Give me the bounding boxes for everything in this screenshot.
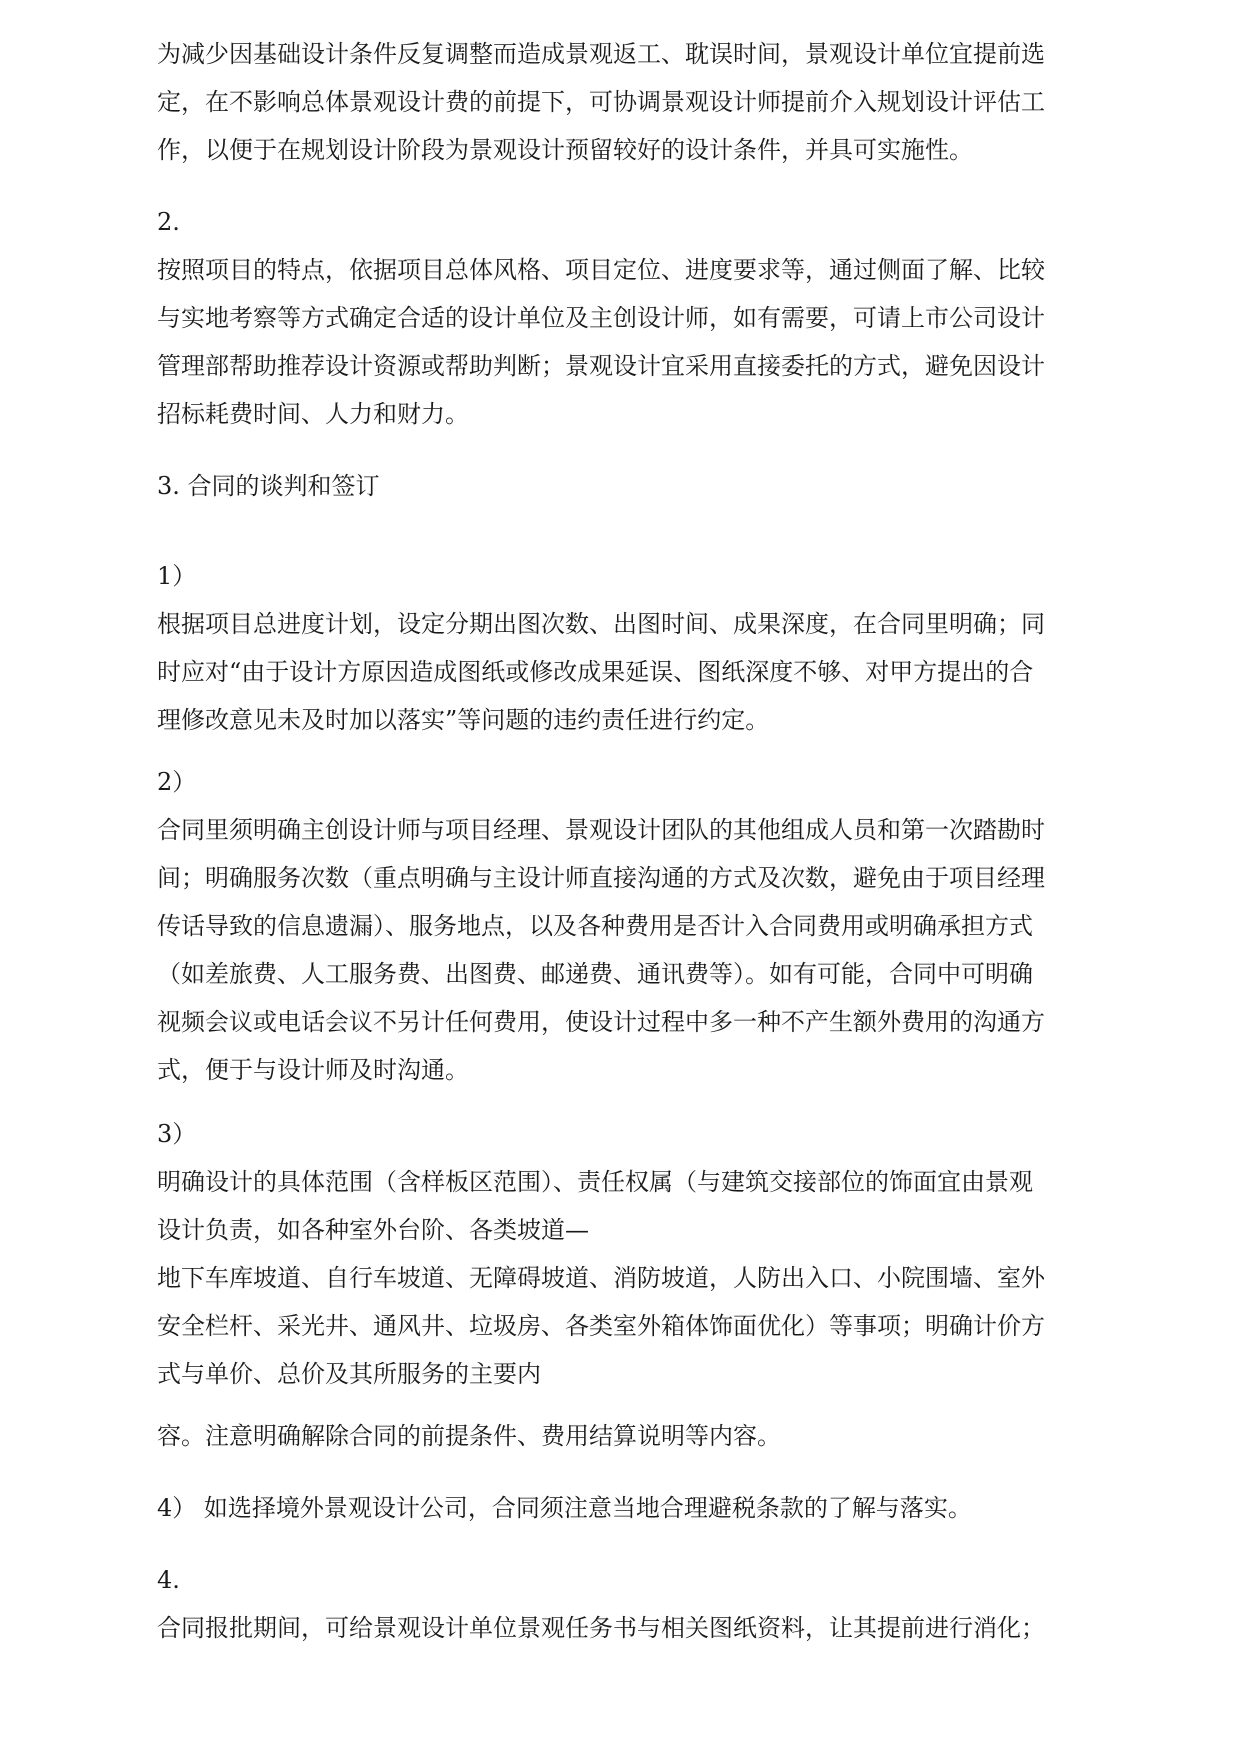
- text-line: 2.: [157, 208, 180, 236]
- paragraph-3-3: [157, 1158, 1087, 1398]
- item-number-3-2: [157, 758, 1087, 806]
- text-line: 式，便于与设计师及时沟通。: [157, 1056, 469, 1084]
- item-number-2: [157, 198, 1087, 246]
- text-line: 时应对“由于设计方原因造成图纸或修改成果延误、图纸深度不够、对甲方提出的合: [157, 658, 1034, 686]
- text-line: 按照项目的特点，依据项目总体风格、项目定位、进度要求等，通过侧面了解、比较: [157, 256, 1045, 284]
- text-line: 安全栏杆、采光井、通风井、垃圾房、各类室外箱体饰面优化）等事项；明确计价方: [157, 1312, 1045, 1340]
- text-line: 招标耗费时间、人力和财力。: [157, 400, 469, 428]
- text-line: 传话导致的信息遗漏）、服务地点，以及各种费用是否计入合同费用或明确承担方式: [157, 912, 1033, 940]
- paragraph-3-2: [157, 806, 1087, 1094]
- text-line: 2）: [157, 768, 197, 796]
- text-line: 式与单价、总价及其所服务的主要内: [157, 1360, 541, 1388]
- paragraph-3-3-continued: [157, 1412, 1087, 1460]
- text-line: 设计负责，如各种室外台阶、各类坡道—: [157, 1216, 589, 1244]
- text-line: 明确设计的具体范围（含样板区范围）、责任权属（与建筑交接部位的饰面宜由景观: [157, 1168, 1033, 1196]
- text-line: 3）: [157, 1120, 197, 1148]
- text-line: 合同里须明确主创设计师与项目经理、景观设计团队的其他组成人员和第一次踏勘时: [157, 816, 1045, 844]
- text-line: 理修改意见未及时加以落实”等问题的违约责任进行约定。: [157, 706, 770, 734]
- text-line: 地下车库坡道、自行车坡道、无障碍坡道、消防坡道，人防出入口、小院围墙、室外: [157, 1264, 1045, 1292]
- text-line: 3. 合同的谈判和签订: [157, 472, 380, 500]
- text-line: 管理部帮助推荐设计资源或帮助判断；景观设计宜采用直接委托的方式，避免因设计: [157, 352, 1045, 380]
- text-line: （如差旅费、人工服务费、出图费、邮递费、通讯费等）。如有可能，合同中可明确: [157, 960, 1033, 988]
- text-line: 根据项目总进度计划，设定分期出图次数、出图时间、成果深度，在合同里明确；同: [157, 610, 1045, 638]
- text-line: 4） 如选择境外景观设计公司，合同须注意当地合理避税条款的了解与落实。: [157, 1494, 972, 1522]
- text-line: 4.: [157, 1566, 180, 1594]
- paragraph-3-1: [157, 600, 1087, 744]
- text-line: 视频会议或电话会议不另计任何费用，使设计过程中多一种不产生额外费用的沟通方: [157, 1008, 1045, 1036]
- text-line: 间；明确服务次数（重点明确与主设计师直接沟通的方式及次数，避免由于项目经理: [157, 864, 1045, 892]
- paragraph-4: [157, 1604, 1087, 1652]
- text-line: 容。注意明确解除合同的前提条件、费用结算说明等内容。: [157, 1422, 781, 1450]
- text-line: 合同报批期间，可给景观设计单位景观任务书与相关图纸资料，让其提前进行消化；: [157, 1614, 1045, 1642]
- text-line: 与实地考察等方式确定合适的设计单位及主创设计师，如有需要，可请上市公司设计: [157, 304, 1045, 332]
- item-number-3-1: [157, 552, 1087, 600]
- text-line: 定，在不影响总体景观设计费的前提下，可协调景观设计师提前介入规划设计评估工: [157, 88, 1045, 116]
- paragraph-2: [157, 246, 1087, 438]
- item-number-4: [157, 1556, 1087, 1604]
- text-line: 作，以便于在规划设计阶段为景观设计预留较好的设计条件，并具可实施性。: [157, 136, 973, 164]
- item-number-3-3: [157, 1110, 1087, 1158]
- paragraph-3-4: [157, 1484, 1087, 1532]
- paragraph-intro: [157, 30, 1087, 174]
- section-heading-3: [157, 462, 1087, 510]
- text-line: 1）: [157, 562, 197, 590]
- text-line: 为减少因基础设计条件反复调整而造成景观返工、耽误时间，景观设计单位宜提前选: [157, 40, 1045, 68]
